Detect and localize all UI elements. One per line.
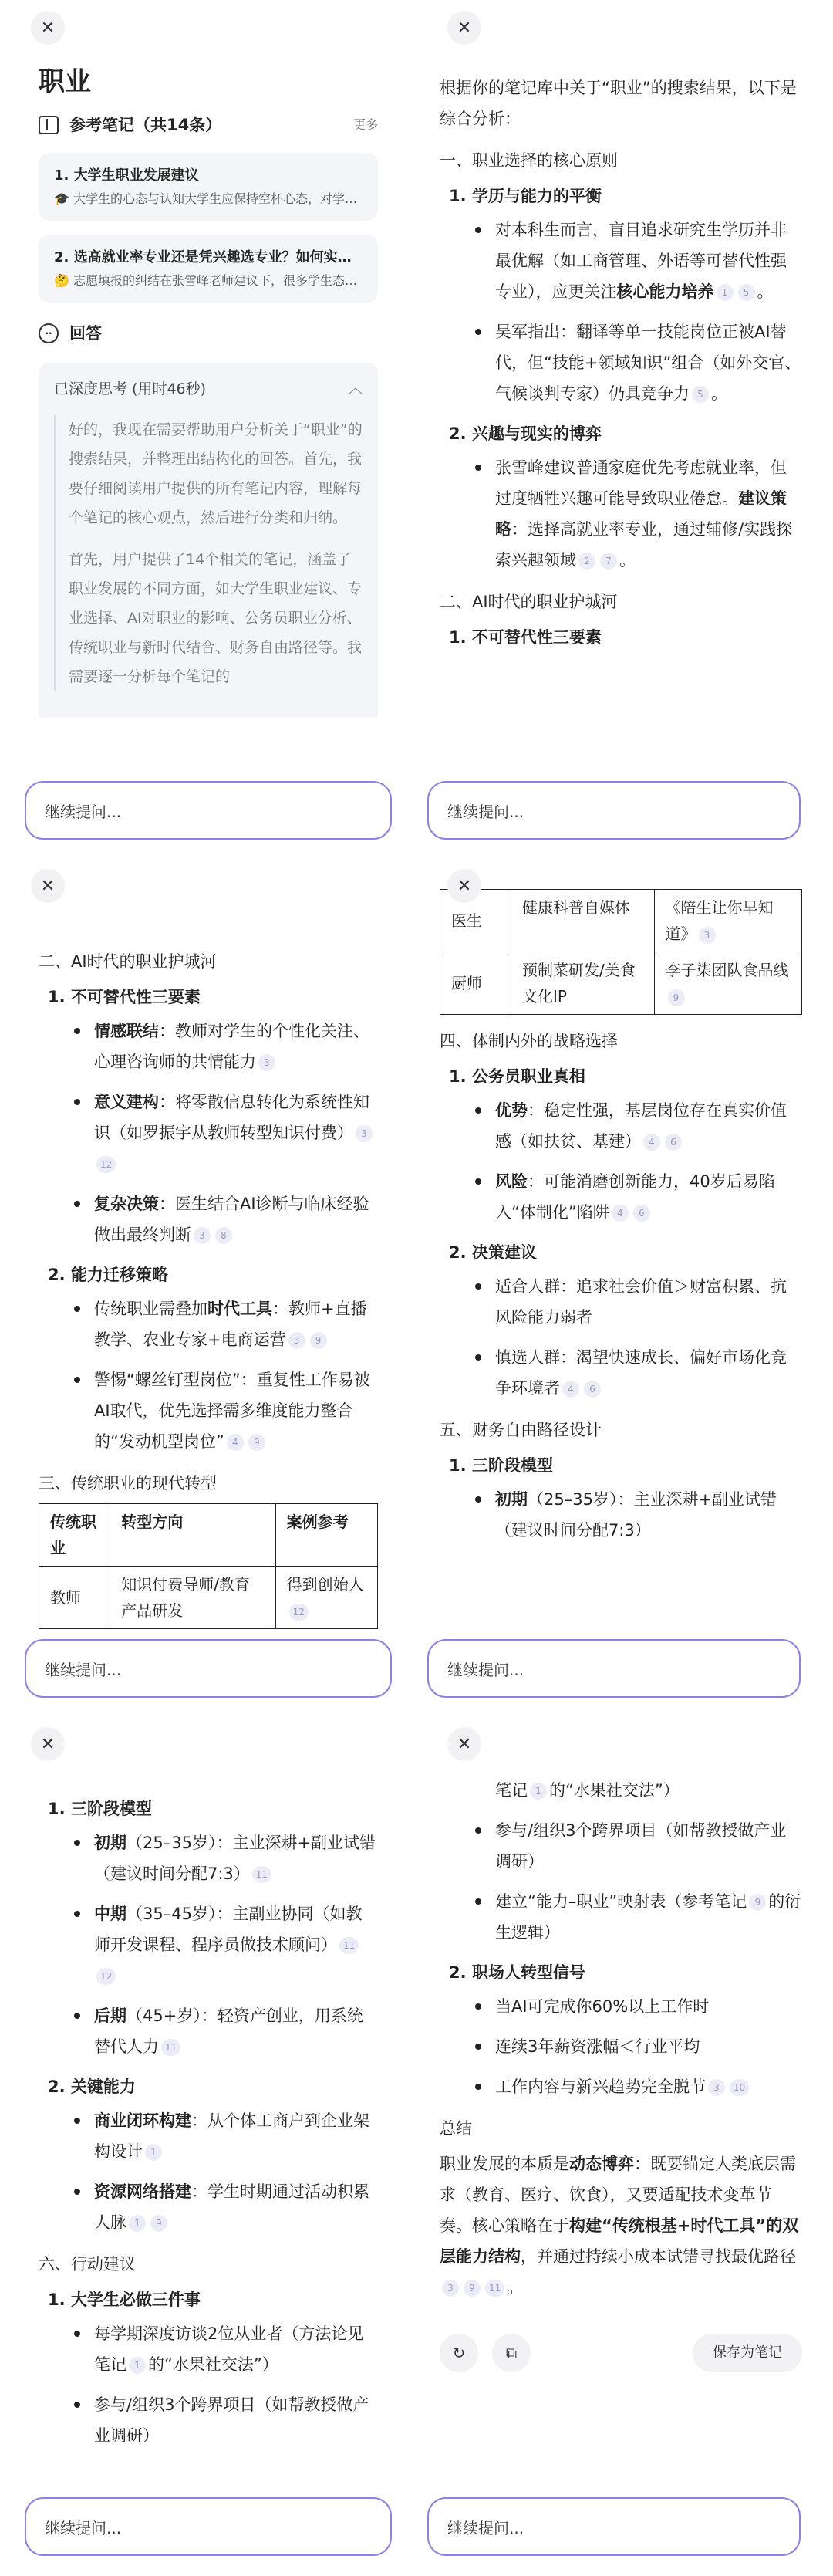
subsection-heading: 2. 决策建议 [449, 1243, 537, 1262]
list-item [94, 2389, 378, 2451]
citation-badge[interactable]: 2 [578, 553, 595, 570]
text: （25–35岁）：主业深耕+副业试错（建议时间分配7:3） [495, 1490, 777, 1540]
section-heading: 六、行动建议 [39, 2255, 136, 2273]
close-icon[interactable]: ✕ [31, 1727, 65, 1761]
text: 的衍生逻辑） [495, 1892, 801, 1942]
thinking-block [39, 363, 378, 718]
content-area [416, 898, 833, 1716]
text: ：学生时期通过活动积累人脉 [94, 2182, 369, 2232]
text: 得到创始人 [286, 1575, 364, 1594]
follow-up-input[interactable]: 继续提问... [25, 2497, 392, 2556]
refresh-icon[interactable]: ↻ [440, 2334, 478, 2372]
text: ：将零散信息转化为系统性知识（如罗振宇从教师转型知识付费） [94, 1093, 369, 1142]
save-note-button[interactable]: 保存为笔记 [693, 2334, 802, 2372]
citation-badge[interactable]: 9 [248, 1434, 265, 1451]
text: 职业发展的本质是 [440, 2155, 569, 2173]
bold-text: 意义建构 [94, 1093, 159, 1111]
bullet-list [495, 215, 802, 409]
section-heading: 三、传统职业的现代转型 [39, 1474, 217, 1493]
text: 。 [619, 551, 636, 570]
list-item [495, 1886, 802, 1948]
bullet-list [495, 1271, 802, 1404]
reference-desc: 🤔 志愿填报的纠结在张雪峰老师建议下，很多学生态… [54, 273, 358, 288]
citation-badge[interactable]: 3 [356, 1125, 373, 1142]
table-cell [654, 952, 802, 1015]
list-item [94, 2176, 378, 2238]
citation-badge[interactable]: 6 [584, 1381, 601, 1398]
bold-text: 中期 [94, 1905, 126, 1923]
text: ：稳定性强，基层岗位存在真实价值感（如扶贫、基建） [495, 1101, 787, 1151]
bullet-list [495, 1815, 802, 1948]
text: 吴军指出：翻译等单一技能岗位正被AI替代，但“技能+领域知识”组合（如外交官、气候谈判专家）仍具竞争力 [495, 323, 801, 403]
table-row [440, 952, 802, 1015]
text: ：选择高就业率专业，通过辅修/实践探索兴趣领域 [495, 520, 793, 570]
list-item [94, 1087, 378, 1179]
text: ：教师+直播教学、农业专家+电商运营 [94, 1300, 367, 1349]
table-cell [275, 1567, 377, 1629]
bold-text: 初期 [94, 1834, 126, 1852]
list-item [495, 1166, 802, 1228]
citation-badge[interactable]: 12 [289, 1604, 309, 1621]
reference-title: 2. 选高就业率专业还是凭兴趣选专业？如何实… [54, 249, 352, 265]
follow-up-input[interactable]: 继续提问... [427, 781, 801, 840]
section-heading: 四、体制内外的战略选择 [440, 1032, 618, 1050]
table-cell: 厨师 [440, 952, 511, 1015]
bold-text: 资源网络搭建 [94, 2182, 191, 2201]
citation-badge[interactable]: 9 [464, 2280, 481, 2297]
citation-badge[interactable]: 8 [215, 1227, 232, 1244]
thinking-paragraph: 首先，用户提供了14个相关的笔记，涵盖了职业发展的不同方面，如大学生职业建议、专业选择、AI对职业的影响、公务员职业分析、传统职业与新时代结合、财务自由路径等。我需要逐一分析每个笔记的 [69, 551, 363, 685]
citation-badge[interactable]: 11 [252, 1866, 271, 1883]
text: （45+岁）：轻资产创业，用系统替代人力 [94, 2006, 363, 2056]
answer-icon: ·· [39, 323, 59, 343]
citation-badge[interactable]: 3 [442, 2280, 459, 2297]
citation-badge[interactable]: 3 [288, 1332, 305, 1349]
citation-badge[interactable]: 4 [227, 1434, 244, 1451]
text: 当AI可完成你60%以上工作时 [495, 1997, 710, 2016]
follow-up-input[interactable]: 继续提问... [427, 1639, 801, 1698]
screen-3 [0, 858, 416, 1716]
text: 张雪峰建议普通家庭优先考虑就业率，但过度牺牲兴趣可能导致职业倦怠。 [495, 458, 787, 508]
content-area [0, 54, 416, 858]
table-cell: 教师 [39, 1567, 110, 1629]
citation-badge[interactable]: 5 [692, 386, 709, 403]
section-heading: 二、AI时代的职业护城河 [39, 952, 217, 971]
text: 参与/组织3个跨界项目（如帮教授做产业调研） [495, 1821, 787, 1871]
subsection-heading: 1. 学历与能力的平衡 [449, 187, 602, 205]
citation-badge[interactable]: 4 [562, 1381, 579, 1398]
text: ：可能消磨创新能力，40岁后易陷入“体制化”陷阱 [495, 1172, 775, 1222]
citation-badge[interactable]: 9 [310, 1332, 327, 1349]
citation-badge[interactable]: 9 [668, 989, 685, 1006]
text: 传统职业需叠加 [94, 1300, 207, 1318]
list-item [94, 1364, 378, 1457]
list-item [495, 2031, 802, 2062]
list-item [495, 316, 802, 409]
table-row [440, 890, 802, 952]
content-area [0, 935, 416, 1716]
list-item [495, 1271, 802, 1333]
text: 工作内容与新兴趋势完全脱节 [495, 2077, 706, 2096]
transformation-table [440, 889, 802, 1015]
close-icon[interactable]: ✕ [31, 869, 65, 903]
table-cell: 知识付费导师/教育产品研发 [110, 1567, 275, 1629]
bullet-list [94, 2105, 378, 2238]
text: 的“水果社交法”） [148, 2355, 278, 2374]
follow-up-input[interactable]: 继续提问... [427, 2497, 801, 2556]
text: 每学期深度访谈2位从业者（方法论见笔记 [94, 2324, 364, 2374]
reference-title: 1. 大学生职业发展建议 [54, 167, 199, 184]
table-cell [654, 890, 802, 952]
subsection-heading: 2. 职场人转型信号 [449, 1963, 585, 1982]
bold-text: 优势 [495, 1101, 528, 1120]
bold-text: 动态博弈 [569, 2155, 634, 2173]
text: ：教师对学生的个性化关注、心理咨询师的共情能力 [94, 1022, 369, 1071]
summary-text [440, 2148, 802, 2303]
bold-text: 商业闭环构建 [94, 2111, 191, 2130]
bold-text: 时代工具 [207, 1300, 272, 1318]
column-header: 传统职业 [39, 1504, 110, 1567]
text: 《陪生让你早知道》 [665, 898, 774, 943]
screen-1 [0, 0, 416, 858]
text: 建立“能力–职业”映射表（参考笔记 [495, 1892, 747, 1911]
bold-text: 核心能力培养 [616, 282, 714, 301]
text: （35–45岁）：主副业协同（如教师开发课程、程序员做技术顾问） [94, 1905, 363, 1954]
citation-badge[interactable]: 11 [161, 2039, 180, 2056]
content-area [416, 1775, 833, 2574]
follow-up-input[interactable]: 继续提问... [25, 1639, 392, 1698]
screen-4 [416, 858, 833, 1716]
text: 李子柒团队食品线 [665, 961, 789, 979]
close-icon[interactable]: ✕ [447, 869, 481, 903]
close-icon[interactable]: ✕ [447, 1727, 481, 1761]
citation-badge[interactable]: 1 [717, 284, 734, 301]
answer-actions [440, 2334, 802, 2372]
citation-badge[interactable]: 4 [612, 1205, 629, 1222]
screen-5 [0, 1716, 416, 2574]
notebook-icon [39, 116, 59, 134]
bold-text: 风险 [495, 1172, 528, 1191]
column-header: 转型方向 [110, 1504, 275, 1567]
list-item [94, 1898, 378, 1991]
references-header [39, 110, 378, 140]
content-area [0, 1789, 416, 2574]
bold-text: 建议策略 [495, 489, 787, 539]
citation-badge[interactable]: 3 [194, 1227, 211, 1244]
text: 适合人群：追求社会价值＞财富积累、抗风险能力弱者 [495, 1277, 787, 1327]
bullet-list [495, 452, 802, 576]
list-item [495, 452, 802, 576]
bullet-list [94, 1827, 378, 2062]
list-item [495, 1991, 802, 2022]
list-item [94, 2000, 378, 2062]
transformation-table [39, 1503, 378, 1629]
text: ：医生结合AI诊断与临床经验做出最终判断 [94, 1195, 369, 1244]
references-label: 参考笔记（共14条） [69, 116, 222, 134]
text: ：既要锚定人类底层需求（教育、医疗、饮食），又要适配技术变革节奏。核心策略在于 [440, 2155, 796, 2235]
citation-badge[interactable]: 6 [665, 1134, 682, 1151]
bullet-list [495, 1991, 802, 2102]
list-item [94, 1016, 378, 1077]
subsection-heading: 2. 能力迁移策略 [48, 1266, 168, 1284]
screen-2 [416, 0, 833, 858]
list-item [94, 2318, 378, 2380]
citation-badge[interactable]: 5 [738, 284, 755, 301]
text: 。 [711, 384, 727, 403]
subsection-heading: 1. 公务员职业真相 [449, 1067, 585, 1086]
list-item [495, 1095, 802, 1157]
subsection-heading: 1. 大学生必做三件事 [48, 2290, 201, 2309]
reference-card[interactable] [39, 153, 378, 221]
section-heading: 五、财务自由路径设计 [440, 1421, 602, 1439]
text: （25–35岁）：主业深耕+副业试错（建议时间分配7:3） [94, 1834, 376, 1883]
list-item [495, 215, 802, 307]
list-item [495, 1342, 802, 1404]
page-title: 职业 [39, 66, 91, 97]
list-item [94, 1188, 378, 1250]
reference-card[interactable] [39, 235, 378, 303]
citation-badge[interactable]: 11 [485, 2280, 504, 2297]
bullet-list [495, 1484, 802, 1546]
text: 对本科生而言，盲目追求研究生学历并非最优解（如工商管理、外语等可替代性强专业），应更关注 [495, 221, 787, 301]
subsection-heading: 1. 不可替代性三要素 [449, 628, 602, 647]
summary-heading: 总结 [440, 2119, 472, 2138]
close-icon[interactable]: ✕ [447, 11, 481, 45]
citation-badge[interactable]: 6 [633, 1205, 650, 1222]
bullet-list [94, 1016, 378, 1250]
list-item [94, 1827, 378, 1889]
list-item [495, 1484, 802, 1546]
table-row [39, 1567, 378, 1629]
bullet-list [495, 1095, 802, 1228]
section-heading: 一、职业选择的核心原则 [440, 151, 618, 170]
more-link[interactable]: 更多 [352, 117, 378, 132]
bullet-list [94, 2318, 378, 2451]
citation-badge[interactable]: 1 [530, 1783, 547, 1800]
thinking-label: 已深度思考 (用时46秒) [54, 380, 207, 397]
citation-badge[interactable]: 9 [150, 2215, 167, 2232]
text: 参与/组织3个跨界项目（如帮教授做产业调研） [94, 2395, 369, 2445]
content-area [416, 73, 833, 858]
text: 的“水果社交法”） [549, 1781, 680, 1800]
citation-badge[interactable]: 9 [749, 1894, 766, 1911]
table-cell: 健康科普自媒体 [511, 890, 655, 952]
continued-text [495, 1775, 802, 1806]
bold-text: 初期 [495, 1490, 528, 1509]
intro-text: 根据你的笔记库中关于“职业”的搜索结果，以下是综合分析： [440, 79, 797, 128]
citation-badge[interactable]: 7 [600, 553, 617, 570]
citation-badge[interactable]: 12 [96, 1156, 116, 1173]
citation-badge[interactable]: 1 [145, 2144, 162, 2161]
reference-desc: 🎓 大学生的心态与认知大学生应保持空杯心态，对学… [54, 191, 358, 206]
text: 慎选人群：渴望快速成长、偏好市场化竞争环境者 [495, 1348, 787, 1398]
bold-text: 后期 [94, 2006, 126, 2025]
bold-text: 复杂决策 [94, 1195, 159, 1213]
subsection-heading: 1. 三阶段模型 [48, 1800, 152, 1818]
chevron-up-icon: ︿ [349, 380, 363, 397]
text: 笔记 [495, 1781, 528, 1800]
text: 连续3年薪资涨幅＜行业平均 [495, 2037, 700, 2056]
citation-badge[interactable]: 11 [339, 1937, 359, 1954]
bullet-list [94, 1293, 378, 1457]
citation-badge[interactable]: 3 [258, 1054, 275, 1071]
citation-badge[interactable]: 3 [699, 927, 716, 944]
answer-header [39, 318, 378, 349]
subsection-heading: 1. 三阶段模型 [449, 1456, 553, 1475]
close-icon[interactable]: ✕ [31, 11, 65, 45]
table-cell: 预制菜研发/美食文化IP [511, 952, 655, 1015]
section-heading: 二、AI时代的职业护城河 [440, 593, 618, 611]
citation-badge[interactable]: 4 [643, 1134, 660, 1151]
text: ，并通过持续小成本试错寻找最优路径 [521, 2247, 796, 2266]
answer-label: 回答 [69, 324, 102, 343]
text: 。 [757, 282, 774, 301]
bold-text: 构建“传统根基+时代工具”的双层能力结构 [440, 2216, 799, 2266]
follow-up-input[interactable]: 继续提问... [25, 781, 392, 840]
thinking-text [54, 415, 363, 691]
subsection-heading: 2. 兴趣与现实的博弈 [449, 424, 602, 443]
citation-badge[interactable]: 12 [96, 1968, 116, 1985]
thinking-paragraph: 好的，我现在需要帮助用户分析关于“职业”的搜索结果，并整理出结构化的回答。首先，我要仔细阅读用户提供的所有笔记内容，理解每个笔记的核心观点，然后进行分类和归纳。 [69, 421, 363, 526]
list-item [495, 2071, 802, 2102]
citation-badge[interactable]: 3 [708, 2079, 725, 2096]
column-header: 案例参考 [275, 1504, 377, 1567]
text: ：从个体工商户到企业架构设计 [94, 2111, 369, 2161]
text: 警惕“螺丝钉型岗位”：重复性工作易被AI取代，优先选择需多维度能力整合的“发动机型岗位” [94, 1371, 370, 1451]
list-item [495, 1815, 802, 1877]
list-item [94, 2105, 378, 2167]
bold-text: 情感联结 [94, 1022, 159, 1040]
citation-badge[interactable]: 10 [730, 2079, 749, 2096]
copy-icon[interactable]: ⧉ [492, 2334, 531, 2372]
subsection-heading: 2. 关键能力 [48, 2077, 136, 2096]
table-cell: 医生 [440, 890, 511, 952]
table-header-row [39, 1504, 378, 1567]
subsection-heading: 1. 不可替代性三要素 [48, 988, 201, 1006]
thinking-toggle[interactable] [54, 374, 363, 404]
list-item [94, 1293, 378, 1355]
screen-6 [416, 1716, 833, 2574]
citation-badge[interactable]: 1 [129, 2215, 146, 2232]
text: 。 [507, 2278, 524, 2297]
citation-badge[interactable]: 1 [129, 2357, 146, 2374]
